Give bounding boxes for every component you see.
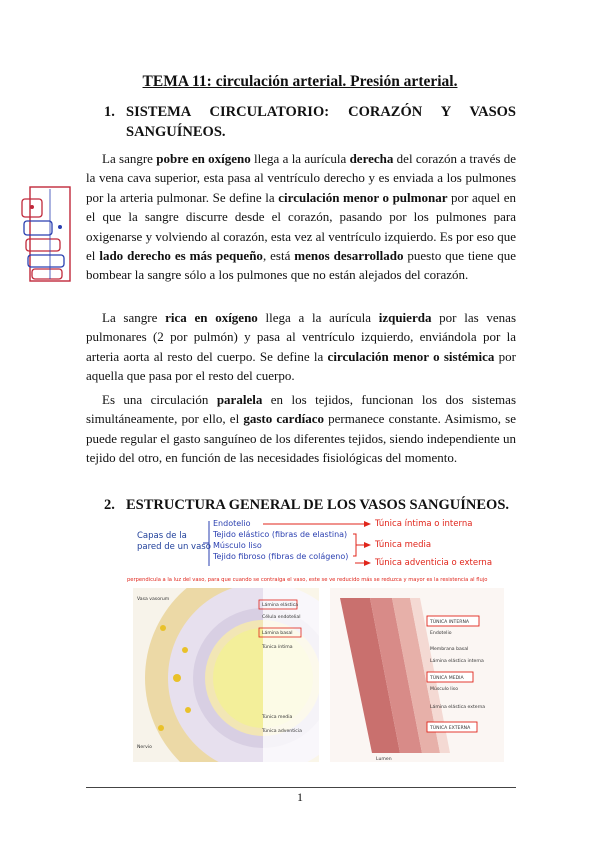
arrowhead-adventitia [364,560,371,566]
arrowhead-media [364,542,371,548]
tunica-intima: Túnica íntima o interna [375,519,473,529]
right-label-2: Endotelio [430,631,452,636]
right-label-7: Lámina elástica externa [430,705,486,710]
paragraph-1 [86,149,516,285]
tunica-media: Túnica media [375,540,432,550]
bracket-media [353,534,365,556]
section1-heading-line1: SISTEMA CIRCULATORIO: CORAZÓN Y VASOS [126,104,516,120]
section2-heading-text: ESTRUCTURA GENERAL DE LOS VASOS SANGUÍNEOS. [126,497,510,513]
p3-text-2: en los tejidos, funcionan los dos sistemas simultáneamente, por ello, el [86,392,516,427]
node-2 [58,225,62,229]
p2-text-3: por las venas pulmonares (2 por pulmón) y pasa al ventrículo izquierdo, enviándola por la arteria aorta al resto del cuerpo. Se define la [86,310,516,364]
vessel-cross-section-figure [133,588,319,762]
right-label-5: TÚNICA MEDIA [430,676,464,681]
p1-bold-5: menos desarrollado [294,248,404,264]
left-label-5: Túnica media [262,715,293,720]
p1-text-2: llega a la aurícula [250,151,350,166]
nerve-dot-1 [182,647,188,653]
p3-text-3: permanece constante. Asimismo, se puede regular el gasto sanguíneo de los diferentes tejidos, siendo independiente un tejido del otro, en función de las necesidades fisiológicas del momento. [86,411,516,466]
right-label-3: Membrana basal [430,647,469,652]
p2-bold-2: izquierda [378,310,432,325]
heart-loop [24,221,52,235]
left-label-3: Lámina basal [262,631,293,636]
p2-bold-3: circulación menor o sistémica [327,348,495,364]
p1-text-5: , está [262,248,295,264]
right-label-4: Lámina elástica interna [430,659,484,664]
nerve-dot-3 [160,625,166,631]
layers-caption-2: pared de un vaso [137,542,211,552]
section2-heading [104,497,509,514]
right-label-9: Lumen [376,757,392,762]
p1-bold-1: pobre en oxígeno [156,151,251,166]
red-note: perpendicula a la luz del vaso, para que cuando se contraiga el vaso, este se ve reducido más se reduzca y mayor es la resistencia al flujo [127,577,488,583]
vessel-layers-figure [330,588,504,762]
left-label-8: Nervio [137,745,152,750]
node-1 [30,205,34,209]
layers-caption-1: Capas de la [137,531,187,541]
paragraph-3 [86,390,516,468]
layer-elastico: Tejido elástico (fibras de elastina) [213,530,348,539]
p2-bold-1: rica en oxígeno [165,310,258,325]
p1-text-1: La sangre [102,151,157,166]
section2-number: 2. [104,497,115,513]
p1-text-3: del corazón a través de la vena cava superior, esta pasa al ventrículo derecho y es enviada a los pulmones por la arteria pulmonar. Se define la [86,151,516,205]
p1-bold-4: lado derecho es más pequeño [99,248,263,264]
left-label-6: Túnica adventicia [262,729,302,734]
left-label-4: Túnica íntima [262,645,293,650]
nerve-dot-2 [185,707,191,713]
footer-divider [86,787,516,788]
p1-text-6: puesto que tiene que bombear la sangre sólo a los pulmones que no están alejados del corazón. [86,248,516,283]
layer-endotelio: Endotelio [213,519,251,528]
nerve-dot-4 [158,725,164,731]
p3-bold-2: gasto cardíaco [243,411,325,427]
document-title: TEMA 11: circulación arterial. Presión arterial. [142,73,458,90]
p2-text-1: La sangre [102,310,166,325]
page-number: 1 [297,790,303,804]
layer-fibroso: Tejido fibroso (fibras de colágeno) [213,552,349,561]
left-label-1: Lámina elástica [262,603,299,608]
p2-text-2: llega a la aurícula [257,310,379,325]
organ-loop-2 [28,255,64,267]
arrowhead-intima [364,521,371,527]
right-label-8: TÚNICA EXTERNA [430,726,471,731]
p2-text-4: por aquella que pasa por el resto del cuerpo. [86,348,516,384]
p1-bold-2: derecha [349,151,394,166]
section1-number: 1. [104,104,115,120]
p3-bold-1: paralela [216,392,263,407]
p3-text-1: Es una circulación [102,392,217,407]
p1-bold-3: circulación menor o pulmonar [278,189,448,205]
p1-text-4: por aquel en el que la sangre discurre desde el corazón, pasando por los pulmones para oxigenarse y volviendo al corazón, esta vez al ventrículo izquierdo. Es por eso que el [86,189,516,264]
organ-loop-3 [32,269,62,279]
circulation-diagram [20,177,78,289]
section1-heading-line2: SANGUÍNEOS. [126,124,226,140]
paragraph-2 [86,308,516,386]
tunica-adventicia: Túnica adventicia o externa [375,558,493,568]
right-label-1: TÚNICA INTERNA [430,620,470,625]
left-label-7: Vasa vasorum [137,597,170,602]
vasa-vasorum-dot [173,674,181,682]
layer-musculo: Músculo liso [213,541,262,550]
vessel-layers-diagram [127,516,503,574]
right-label-6: Músculo liso [430,687,459,692]
organ-loop-1 [26,239,60,251]
section1-heading [104,103,516,122]
left-label-2: Célula endotelial [262,615,301,620]
